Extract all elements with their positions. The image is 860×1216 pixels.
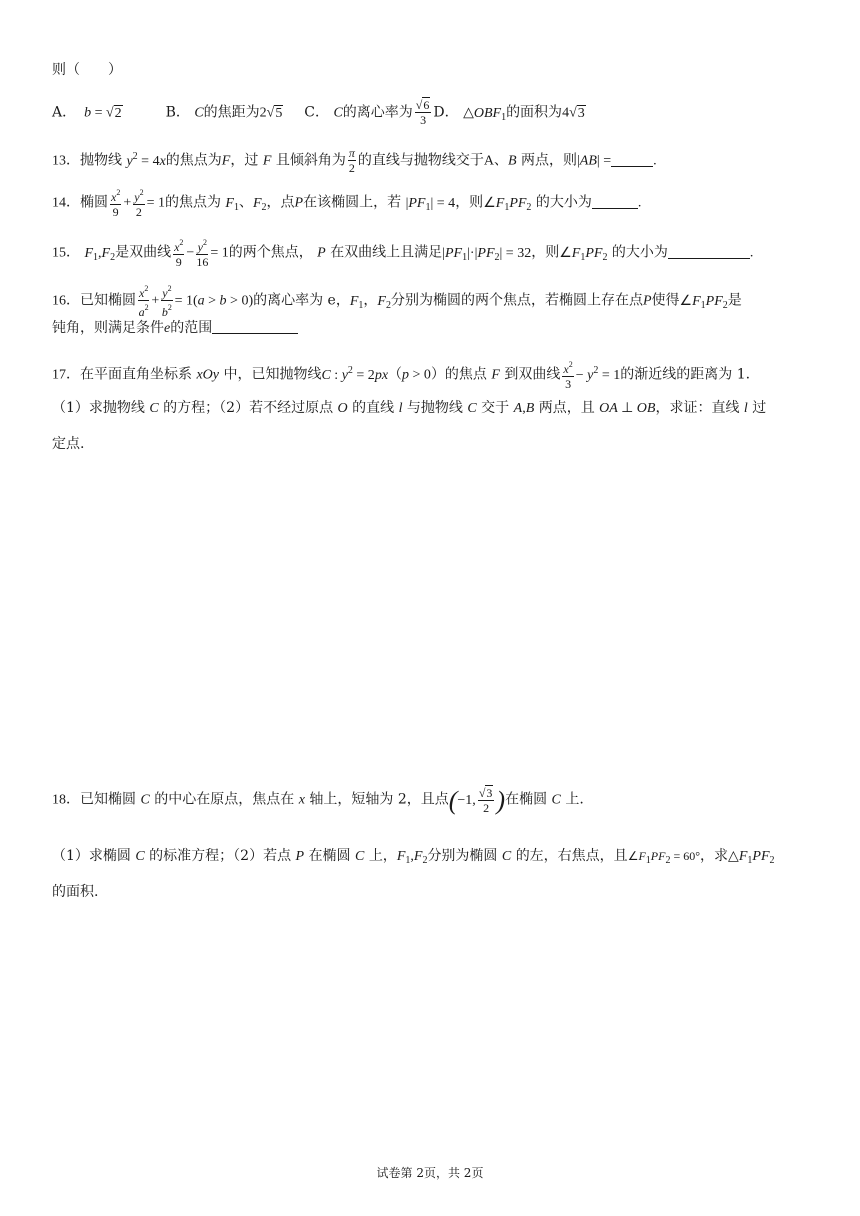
continuation-line bbox=[52, 60, 122, 80]
hyperbola-term-x: $\frac{x^2}{3}$ bbox=[563, 360, 573, 391]
option-b-label: B． bbox=[165, 104, 190, 121]
product-condition: $|PF_1|\cdot|PF_2| = 32$ bbox=[442, 245, 532, 263]
point-coordinates: (−1, $\frac{√3}{2}$ ) bbox=[448, 785, 506, 815]
angle-expression: $\angle F_1PF_2$ bbox=[483, 195, 532, 213]
focal-distance: $|PF_1| = 4$ bbox=[405, 195, 456, 213]
triangle-name: $\triangle F_1PF_2$ bbox=[728, 849, 775, 866]
q12-options: A． b = √2 B． C的焦距为2√5 C． C的离心率为 $\frac{√6}{3}$ D． $\triangle OBF_1$的面积为4√3 bbox=[52, 98, 585, 127]
angle-expression: $\angle F_1PF_2$ bbox=[559, 245, 608, 263]
ellipse-term-y: $\frac{y^2}{b^2}$ bbox=[161, 284, 172, 319]
angle-condition: $\angle F_1PF_2 = 60^\circ$ bbox=[627, 849, 701, 866]
option-d-label: D． bbox=[433, 104, 459, 121]
question-14: 14．椭圆 $\frac{x^2}{9}$ + $\frac{y^2}{2}$ = 1的焦点为 $F_1$、$F_2$，点P在该椭圆上，若 $|PF_1| = 4$，则$\angle F_1PF_2$ 的大小为 . bbox=[52, 188, 642, 219]
perpendicular-condition: OA ⊥ OB bbox=[599, 401, 656, 416]
question-number: 18． bbox=[52, 792, 80, 808]
angle-fraction: $\frac{\pi}{2}$ bbox=[348, 146, 355, 175]
question-15: 15． $F_1,F_2$是双曲线 $\frac{x^2}{9}$ − $\frac{y^2}{16}$ = 1的两个焦点， P 在双曲线上且满足$|PF_1|\cdot|PF_2| = 32$，则$\angle F_1PF_2$ 的大小为 . bbox=[52, 238, 754, 269]
question-18-line-2: （1）求椭圆 C 的标准方程；（2）若点 P 在椭圆 C 上，$F_1,F_2$分别为椭圆 C 的左，右焦点，且$\angle F_1PF_2 = 60^\circ$，求$\triangle F_1PF_2$ bbox=[52, 848, 775, 866]
question-17-line-2: （1）求抛物线 C 的方程；（2）若不经过原点 O 的直线 l 与抛物线 C 交于 A,B 两点，且 OA ⊥ OB，求证：直线 l 过 bbox=[52, 400, 767, 416]
option-b-text: 的焦距为 bbox=[203, 104, 260, 121]
parabola-equation: C : $y^2 = 2px$ bbox=[321, 364, 389, 383]
parabola-equation: $y^2 = 4x$ bbox=[126, 150, 166, 169]
ellipse-condition: (a > b > 0) bbox=[192, 293, 254, 309]
option-a-label: A． bbox=[52, 104, 77, 121]
option-c-fraction: $\frac{√6}{3}$ bbox=[415, 98, 430, 127]
question-stem-tail: 则（ ） bbox=[52, 62, 122, 78]
ellipse-term-x: $\frac{x^2}{a^2}$ bbox=[138, 284, 149, 319]
hyperbola-term-y: $\frac{y^2}{16}$ bbox=[196, 238, 209, 269]
ellipse-term-y: $\frac{y^2}{2}$ bbox=[134, 188, 144, 219]
question-17-line-3: 定点. bbox=[52, 436, 85, 452]
option-a-formula: b = √2 bbox=[80, 105, 122, 121]
option-d-text: 的面积为 bbox=[506, 104, 563, 121]
ellipse-term-x: $\frac{x^2}{9}$ bbox=[111, 188, 121, 219]
question-number: 14． bbox=[52, 195, 80, 211]
angle-expression: $\angle F_1PF_2$ bbox=[679, 293, 728, 311]
option-d-value: 4√3 bbox=[562, 105, 585, 121]
question-number: 17． bbox=[52, 367, 80, 383]
option-c-text: 的离心率为 bbox=[342, 104, 413, 121]
option-c-label: C． bbox=[304, 104, 329, 121]
question-number: 13． bbox=[52, 153, 80, 169]
option-d-triangle: $OBF_1$ bbox=[473, 105, 507, 123]
question-number: 15． bbox=[52, 245, 80, 261]
question-18: 18．已知椭圆 C 的中心在原点，焦点在 x 轴上，短轴为 2，且点(−1, $\frac{√3}{2}$ )在椭圆 C 上. bbox=[52, 785, 584, 815]
question-17: 17．在平面直角坐标系 xOy 中，已知抛物线C : $y^2 = 2px(p > 0)$的焦点 F 到双曲线 $\frac{x^2}{3}$ − $y^2 = 1$的渐近线的距离为 1. bbox=[52, 360, 751, 391]
question-number: 16． bbox=[52, 293, 80, 309]
question-13: 13．抛物线 $y^2 = 4x$的焦点为F，过 F 且倾斜角为 $\frac{\pi}{2}$ 的直线与抛物线交于A、B 两点，则|AB| = . bbox=[52, 146, 657, 175]
page-footer: 试卷第 2页，共 2页 bbox=[376, 1166, 484, 1180]
question-16: 16．已知椭圆 $\frac{x^2}{a^2}$ + $\frac{y^2}{b^2}$ = 1(a > b > 0)的离心率为 e，$F_1$，$F_2$分别为椭圆的两个焦点，若椭圆上存在点P使得$\angle F_1PF_2$是 bbox=[52, 284, 742, 319]
option-b-value: 2√5 bbox=[259, 105, 283, 121]
chord-length: |AB| = bbox=[576, 153, 612, 169]
question-16-line-2: 钝角，则满足条件e的范围 bbox=[52, 318, 298, 339]
answer-blank bbox=[212, 319, 298, 334]
hyperbola-term-x: $\frac{x^2}{9}$ bbox=[174, 238, 184, 269]
answer-blank bbox=[668, 244, 750, 259]
question-18-line-3: 的面积. bbox=[52, 884, 99, 900]
answer-blank bbox=[592, 194, 638, 209]
answer-blank bbox=[611, 152, 653, 167]
